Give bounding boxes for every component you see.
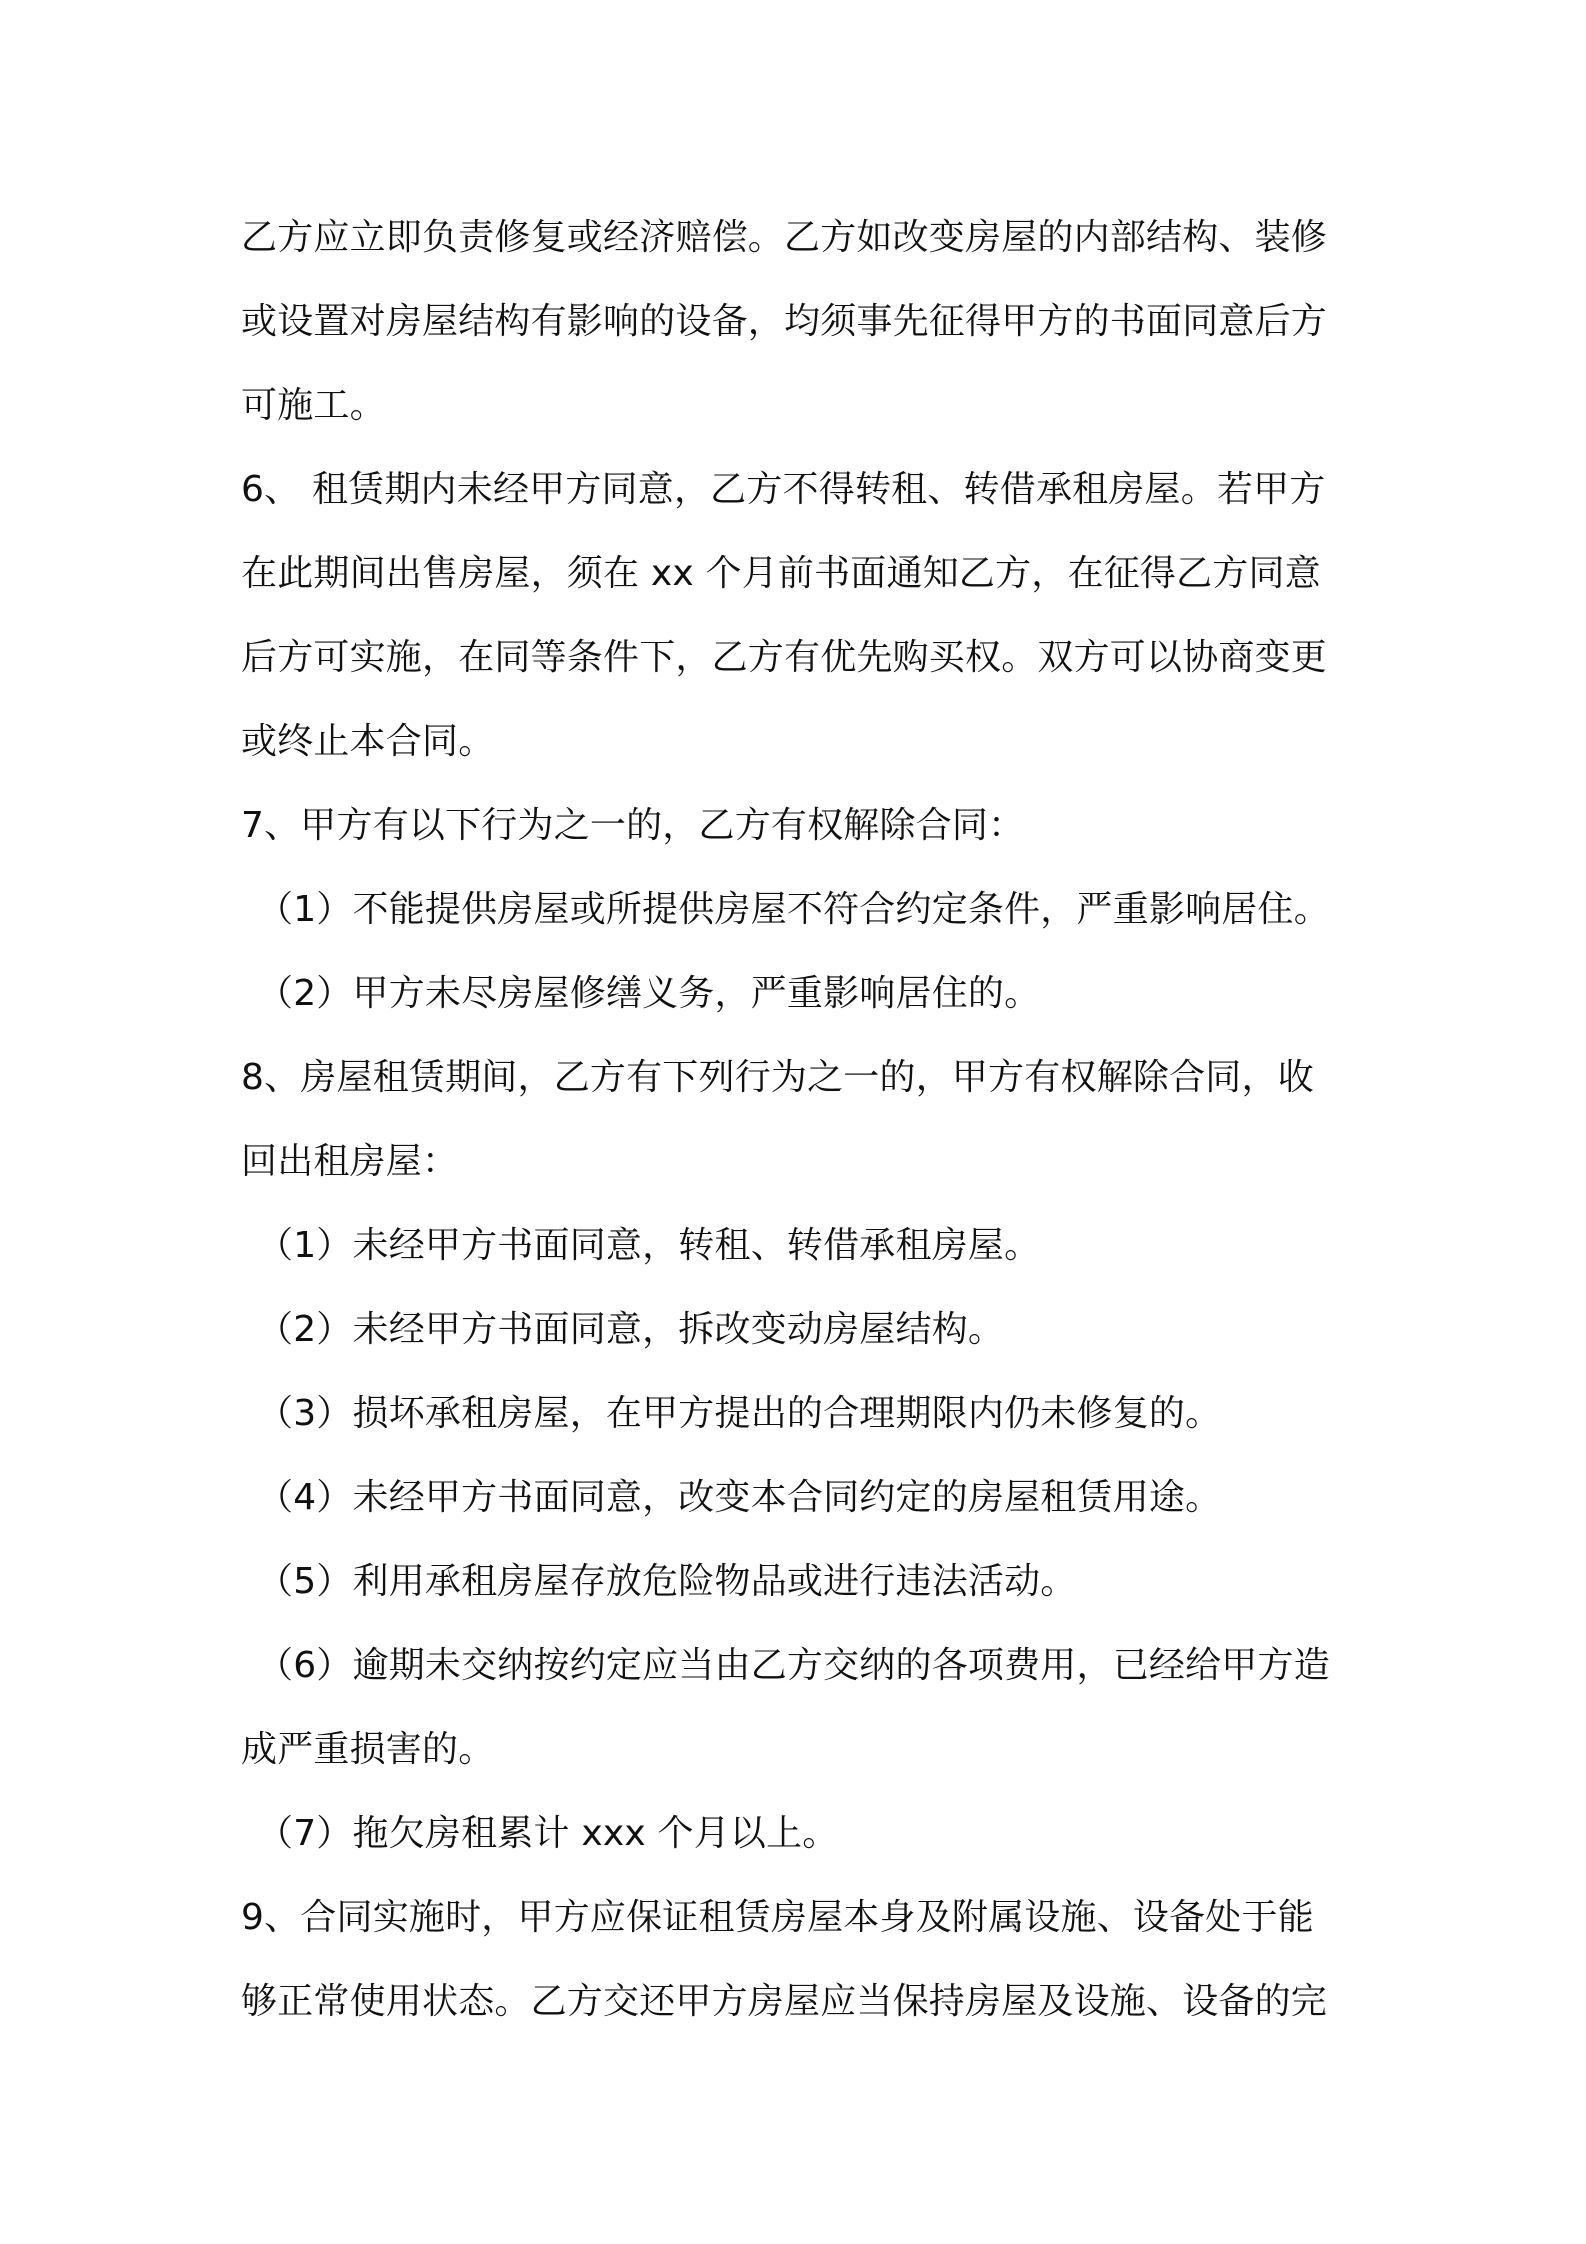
clause-8-item-5: （5）利用承租房屋存放危险物品或进行违法活动。 [257,1561,1077,1602]
clause-8-item-7: （7）拖欠房租累计 xxx 个月以上。 [257,1813,839,1854]
clause-6-line: 或终止本合同。 [241,721,495,762]
clause-6-line: 6、 租赁期内未经甲方同意，乙方不得转租、转借承租房屋。若甲方 [241,469,1326,510]
clause-9-line: 9、合同实施时，甲方应保证租赁房屋本身及附属设施、设备处于能 [241,1897,1314,1938]
clause-9-line: 够正常使用状态。乙方交还甲方房屋应当保持房屋及设施、设备的完 [241,1981,1328,2022]
document-body [241,196,1361,2044]
clause-6-line: 在此期间出售房屋，须在 xx 个月前书面通知乙方，在征得乙方同意 [241,553,1321,594]
clause-7-heading: 7、甲方有以下行为之一的，乙方有权解除合同： [241,805,1025,846]
clause-7-item-2: （2）甲方未尽房屋修缮义务，严重影响居住的。 [257,973,1041,1014]
clause-8-item-6-continued: 成严重损害的。 [241,1729,495,1770]
clause-8-item-4: （4）未经甲方书面同意，改变本合同约定的房屋租赁用途。 [257,1477,1222,1518]
paragraph-line: 乙方应立即负责修复或经济赔偿。乙方如改变房屋的内部结构、装修 [241,217,1328,258]
clause-8-item-6: （6）逾期未交纳按约定应当由乙方交纳的各项费用，已经给甲方造 [257,1645,1330,1686]
clause-8-item-2: （2）未经甲方书面同意，拆改变动房屋结构。 [257,1309,1005,1350]
clause-8-item-3: （3）损坏承租房屋，在甲方提出的合理期限内仍未修复的。 [257,1393,1222,1434]
clause-6-line: 后方可实施，在同等条件下，乙方有优先购买权。双方可以协商变更 [241,637,1328,678]
clause-8-heading: 8、房屋租赁期间，乙方有下列行为之一的，甲方有权解除合同，收 [241,1057,1314,1098]
clause-7-item-1: （1）不能提供房屋或所提供房屋不符合约定条件，严重影响居住。 [257,889,1330,930]
clause-8-heading: 回出租房屋： [241,1141,459,1182]
paragraph-line: 可施工。 [241,385,386,426]
clause-8-item-1: （1）未经甲方书面同意，转租、转借承租房屋。 [257,1225,1041,1266]
paragraph-line: 或设置对房屋结构有影响的设备，均须事先征得甲方的书面同意后方 [241,301,1328,342]
